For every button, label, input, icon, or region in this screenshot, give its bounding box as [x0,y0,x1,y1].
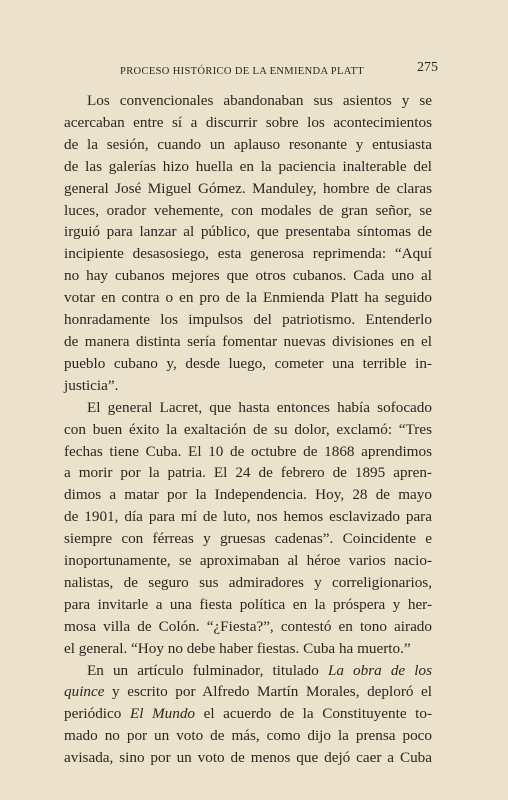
text-line: general José Miguel Gómez. Manduley, hombre de claras [64,179,432,197]
text-line: periódico El Mundo el acuerdo de la Constituyente to- [64,705,432,723]
text-line: El general Lacret, que hasta entonces había sofocado [87,398,432,416]
text-line: siempre con férreas y gruesas cadenas”. Coincidente e [64,530,432,548]
text-line: justicia”. [64,376,119,394]
text-line: no hay cubanos mejores que otros cubanos. Cada uno al [64,267,432,285]
text-line: irguió para lanzar al público, que presentaba síntomas de [64,223,432,241]
text-line: el general. “Hoy no debe haber fiestas. Cuba ha muerto.” [64,639,411,657]
text-line: avisada, sino por un voto de menos que dejó caer a Cuba [64,749,432,767]
text-line: incipiente desasosiego, esta generosa reprimenda: “Aquí [64,245,432,263]
text-line: mosa villa de Colón. “¿Fiesta?”, contestó en tono airado [64,617,432,635]
text-line: quince y escrito por Alfredo Martín Morales, deploró el [64,683,432,701]
newspaper-name: El Mundo [129,705,196,723]
text-line: fechas tiene Cuba. El 10 de octubre de 1868 aprendimos [64,442,432,460]
text-line: inoportunamente, se aproximaban al héroe varios nacio- [64,552,432,570]
body-text [64,90,432,769]
text-line: dimos a matar por la Independencia. Hoy, 28 de mayo [64,486,432,504]
text-line: Los convencionales abandonaban sus asientos y se [87,92,432,109]
text-line: a morir por la patria. El 24 de febrero de 1895 apren- [64,464,432,482]
text-line: de las galerías hizo huella en la paciencia inalterable del [64,157,432,175]
text-line: luces, orador vehemente, con modales de gran señor, se [64,201,432,219]
text-line: de 1901, día para mí de luto, nos hemos esclavizado para [64,508,432,526]
article-title: La obra de los [327,661,432,679]
text-line: para invitarle a una fiesta política en la próspera y her- [64,595,432,613]
text-line: En un artículo fulminador, titulado La obra de los [87,661,432,679]
text-line: de manera distinta sería fomentar nuevas divisiones en el [64,332,432,350]
page-number: 275 [417,60,438,75]
article-title: quince [64,683,105,701]
text-line: nalistas, de seguro sus admiradores y correligionarios, [64,573,432,591]
text-line: con buen éxito la exaltación de su dolor, exclamó: “Tres [64,420,432,438]
text-line: de la sesión, cuando un aplauso resonante y entusiasta [64,135,432,153]
running-head [120,60,438,80]
text-line: acercaban entre sí a discurrir sobre los acontecimientos [64,113,432,131]
text-line: mado no por un voto de más, como dijo la prensa poco [64,727,432,745]
text-line: honradamente los impulsos del patriotismo. Entenderlo [64,311,432,329]
text-line: pueblo cubano y, desde luego, cometer una terrible in- [64,354,432,372]
text-line: votar en contra o en pro de la Enmienda Platt ha seguido [64,289,432,307]
running-title: PROCESO HISTÓRICO DE LA ENMIENDA PLATT [120,66,365,77]
